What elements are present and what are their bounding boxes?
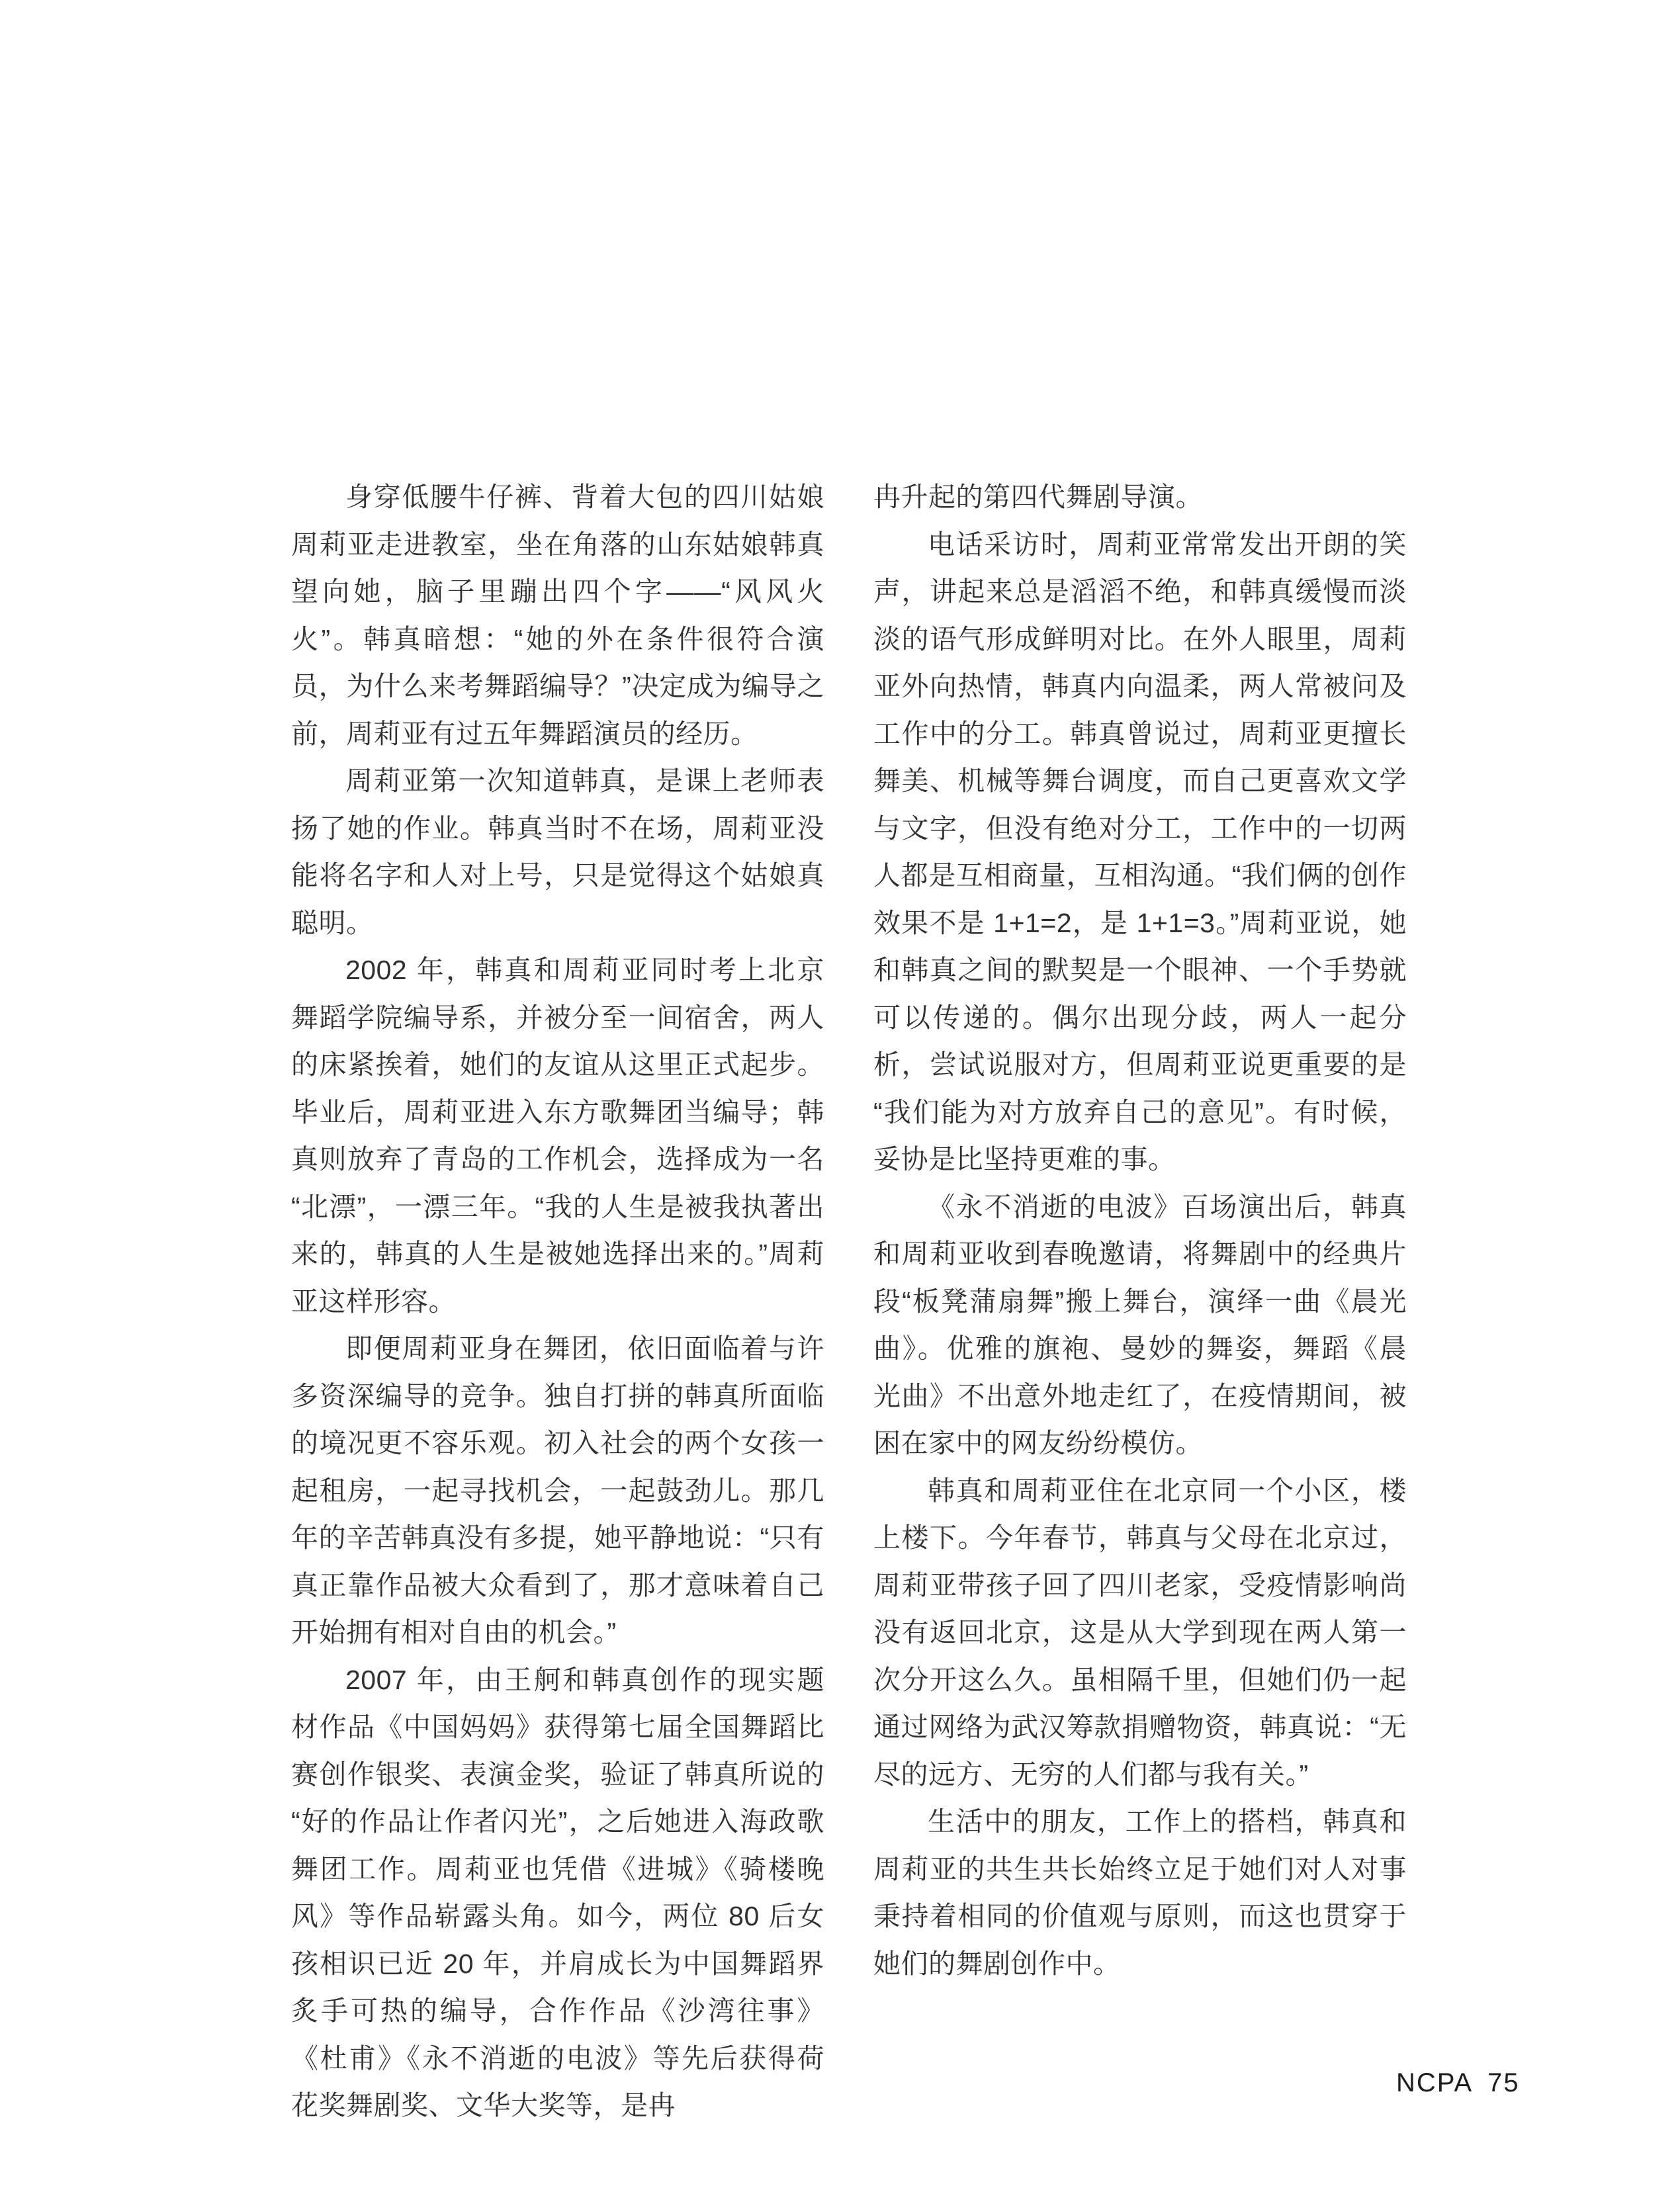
paragraph: 冉升起的第四代舞剧导演。: [873, 482, 1203, 512]
article-column-left: [291, 474, 824, 2130]
paragraph: 韩真和周莉亚住在北京同一个小区，楼上楼下。今年春节，韩真与父母在北京过，周莉亚带孩子回了四川老家，受疫情影响尚没有返回北京，这是从大学到现在两人第一次分开这么久。虽相隔千里，但她们仍一起通过网络为武汉筹款捐赠物资，韩真说：“无尽的远方、无穷的人们都与我有关。”: [873, 1475, 1407, 1790]
paragraph: 即便周莉亚身在舞团，依旧面临着与许多资深编导的竞争。独自打拼的韩真所面临的境况更不容乐观。初入社会的两个女孩一起租房，一起寻找机会，一起鼓劲儿。那几年的辛苦韩真没有多提，她平静地说：“只有真正靠作品被大众看到了，那才意味着自己开始拥有相对自由的机会。”: [291, 1333, 824, 1647]
paragraph: 《永不消逝的电波》百场演出后，韩真和周莉亚收到春晚邀请，将舞剧中的经典片段“板凳蒲扇舞”搬上舞台，演绎一曲《晨光曲》。优雅的旗袍、曼妙的舞姿，舞蹈《晨光曲》不出意外地走红了，在疫情期间，被困在家中的网友纷纷模仿。: [873, 1191, 1407, 1458]
paragraph: 电话采访时，周莉亚常常发出开朗的笑声，讲起来总是滔滔不绝，和韩真缓慢而淡淡的语气形成鲜明对比。在外人眼里，周莉亚外向热情，韩真内向温柔，两人常被问及工作中的分工。韩真曾说过，周莉亚更擅长舞美、机械等舞台调度，而自己更喜欢文学与文字，但没有绝对分工，工作中的一切两人都是互相商量，互相沟通。“我们俩的创作效果不是 1+1=2，是 1+1=3。”周莉亚说，她和韩真之间的默契是一个眼神、一个手势就可以传递的。偶尔出现分歧，两人一起分析，尝试说服对方，但周莉亚说更重要的是“我们能为对方放弃自己的意见”。有时候，妥协是比坚持更难的事。: [873, 529, 1407, 1174]
page-number: 75: [1487, 2068, 1520, 2097]
magazine-brand: NCPA: [1396, 2068, 1474, 2097]
paragraph: 身穿低腰牛仔裤、背着大包的四川姑娘周莉亚走进教室，坐在角落的山东姑娘韩真望向她，脑子里蹦出四个字——“风风火火”。韩真暗想：“她的外在条件很符合演员，为什么来考舞蹈编导？”决定成为编导之前，周莉亚有过五年舞蹈演员的经历。: [291, 482, 824, 749]
paragraph: 2002 年，韩真和周莉亚同时考上北京舞蹈学院编导系，并被分至一间宿舍，两人的床紧挨着，她们的友谊从这里正式起步。毕业后，周莉亚进入东方歌舞团当编导；韩真则放弃了青岛的工作机会，选择成为一名“北漂”，一漂三年。“我的人生是被我执著出来的，韩真的人生是被她选择出来的。”周莉亚这样形容。: [291, 955, 824, 1317]
page-footer: [1396, 2068, 1520, 2098]
article-column-right: [873, 474, 1407, 1988]
paragraph: 2007 年，由王舸和韩真创作的现实题材作品《中国妈妈》获得第七届全国舞蹈比赛创作银奖、表演金奖，验证了韩真所说的“好的作品让作者闪光”，之后她进入海政歌舞团工作。周莉亚也凭借《进城》《骑楼晚风》等作品崭露头角。如今，两位 80 后女孩相识已近 20 年，并肩成长为中国舞蹈界炙手可热的编导，合作作品《沙湾往事》《杜甫》《永不消逝的电波》等先后获得荷花奖舞剧奖、文华大奖等，是冉: [291, 1664, 824, 2121]
paragraph: 生活中的朋友，工作上的搭档，韩真和周莉亚的共生共长始终立足于她们对人对事秉持着相同的价值观与原则，而这也贯穿于她们的舞剧创作中。: [873, 1806, 1407, 1979]
paragraph: 周莉亚第一次知道韩真，是课上老师表扬了她的作业。韩真当时不在场，周莉亚没能将名字和人对上号，只是觉得这个姑娘真聪明。: [291, 766, 824, 938]
